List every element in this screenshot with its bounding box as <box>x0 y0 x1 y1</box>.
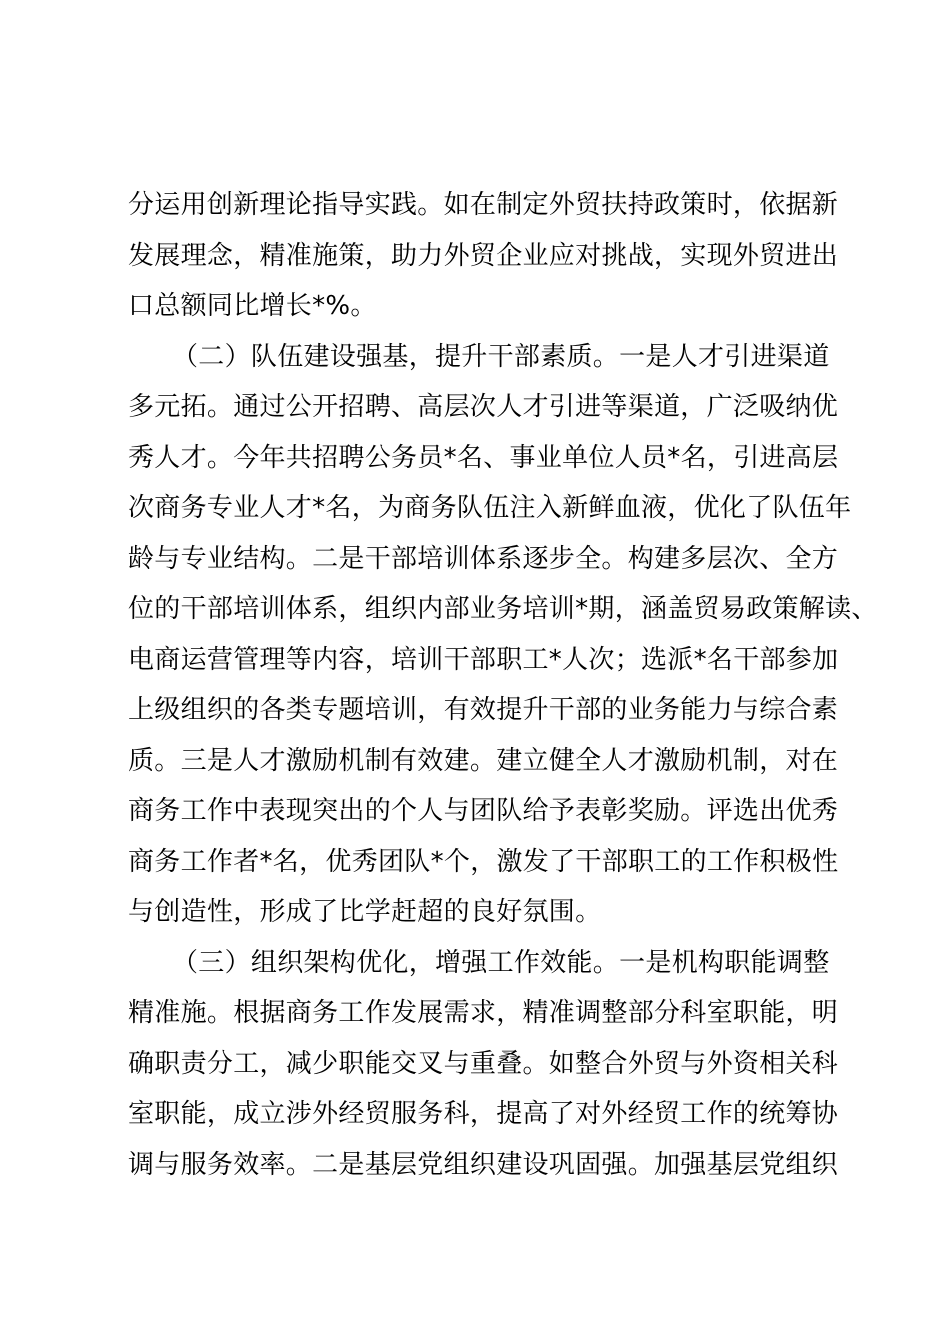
text-line: 秀人才。今年共招聘公务员*名、事业单位人员*名，引进高层 <box>128 442 839 473</box>
text-line: 上级组织的各类专题培训，有效提升干部的业务能力与综合素 <box>128 695 839 725</box>
text-line: 商务工作中表现突出的个人与团队给予表彰奖励。评选出优秀 <box>128 796 839 826</box>
text-line: 次商务专业人才*名，为商务队伍注入新鲜血液，优化了队伍年 <box>128 493 852 523</box>
text-line: 与创造性，形成了比学赶超的良好氛围。 <box>128 897 602 927</box>
text-line: 室职能，成立涉外经贸服务科，提高了对外经贸工作的统筹协 <box>128 1099 839 1129</box>
text-line: 质。三是人才激励机制有效建。建立健全人才激励机制，对在 <box>128 745 839 776</box>
text-line: 确职责分工，减少职能交叉与重叠。如整合外贸与外资相关科 <box>128 1048 839 1079</box>
text-line: 电商运营管理等内容，培训干部职工*人次；选派*名干部参加 <box>128 644 839 675</box>
text-line: 调与服务效率。二是基层党组织建设巩固强。加强基层党组织 <box>128 1149 839 1180</box>
text-line: 多元拓。通过公开招聘、高层次人才引进等渠道，广泛吸纳优 <box>128 392 839 422</box>
text-line: 分运用创新理论指导实践。如在制定外贸扶持政策时，依据新 <box>128 190 839 220</box>
text-line: 发展理念，精准施策，助力外贸企业应对挑战，实现外贸进出 <box>128 240 839 271</box>
text-line: 精准施。根据商务工作发展需求，精准调整部分科室职能，明 <box>128 998 839 1028</box>
text-line: 口总额同比增长*%。 <box>128 291 377 321</box>
section-heading-line: （三）组织架构优化，增强工作效能。一是机构职能调整 <box>172 947 830 978</box>
text-line: 商务工作者*名，优秀团队*个，激发了干部职工的工作积极性 <box>128 846 839 877</box>
text-line: 位的干部培训体系，组织内部业务培训*期，涵盖贸易政策解读、 <box>128 594 878 624</box>
document-body <box>128 180 878 1190</box>
section-heading-line: （二）队伍建设强基，提升干部素质。一是人才引进渠道 <box>172 341 830 372</box>
text-line: 龄与专业结构。二是干部培训体系逐步全。构建多层次、全方 <box>128 543 839 574</box>
